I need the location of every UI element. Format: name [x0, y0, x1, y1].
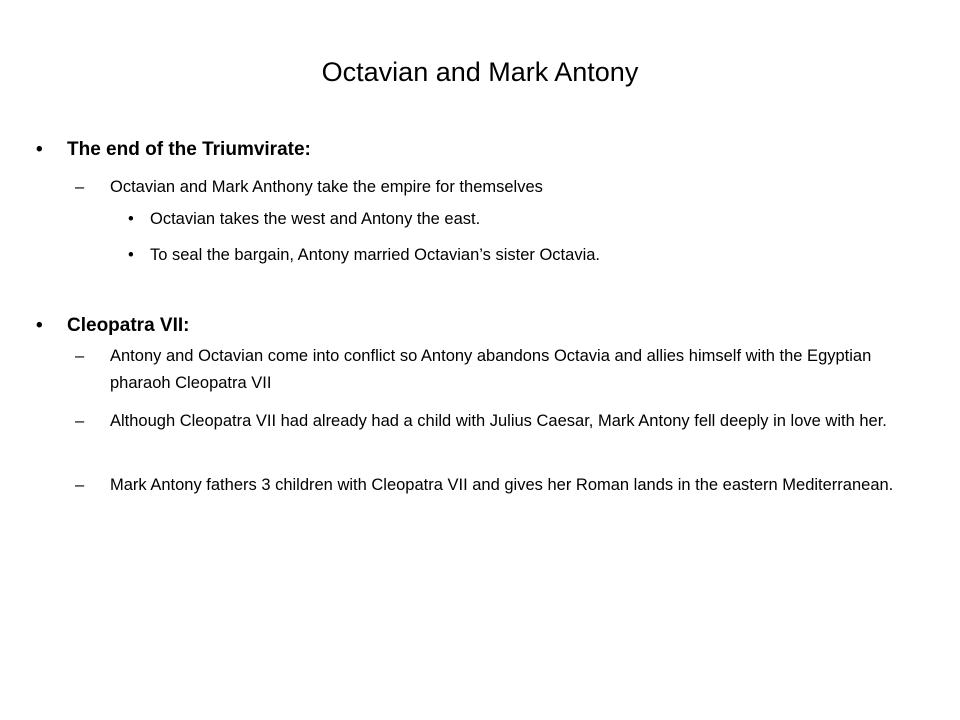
list-item [75, 472, 925, 499]
sub-list-item-text: To seal the bargain, Antony married Octavian’s sister Octavia. [150, 246, 600, 264]
dash-marker: – [75, 476, 85, 494]
bullet-marker: • [36, 315, 43, 336]
slide-title: Octavian and Mark Antony [321, 57, 639, 87]
list-item-text: Antony and Octavian come into conflict so Antony abandons Octavia and allies himself with the Egyptian pharaoh Cleopatra VII [110, 347, 872, 392]
list-item-text: Mark Antony fathers 3 children with Cleopatra VII and gives her Roman lands in the eastern Mediterranean. [110, 476, 894, 494]
dash-marker: – [75, 412, 85, 430]
bullet-marker: • [128, 246, 134, 264]
list-item [75, 343, 925, 397]
section-heading-text: The end of the Triumvirate: [67, 139, 311, 160]
sub-list-item [128, 242, 928, 269]
sub-list-item [128, 206, 928, 233]
bullet-marker: • [36, 139, 43, 160]
list-item [75, 174, 925, 201]
sub-list-item-text: Octavian takes the west and Antony the east. [150, 210, 481, 228]
list-item-text: Octavian and Mark Anthony take the empire for themselves [110, 178, 543, 196]
section-heading [36, 313, 916, 339]
list-item [75, 408, 925, 435]
list-item-text: Although Cleopatra VII had already had a child with Julius Caesar, Mark Antony fell deeply in love with her. [110, 412, 887, 430]
dash-marker: – [75, 347, 85, 365]
bullet-marker: • [128, 210, 134, 228]
section-heading-text: Cleopatra VII: [67, 315, 190, 336]
dash-marker: – [75, 178, 85, 196]
section-heading [36, 137, 916, 163]
